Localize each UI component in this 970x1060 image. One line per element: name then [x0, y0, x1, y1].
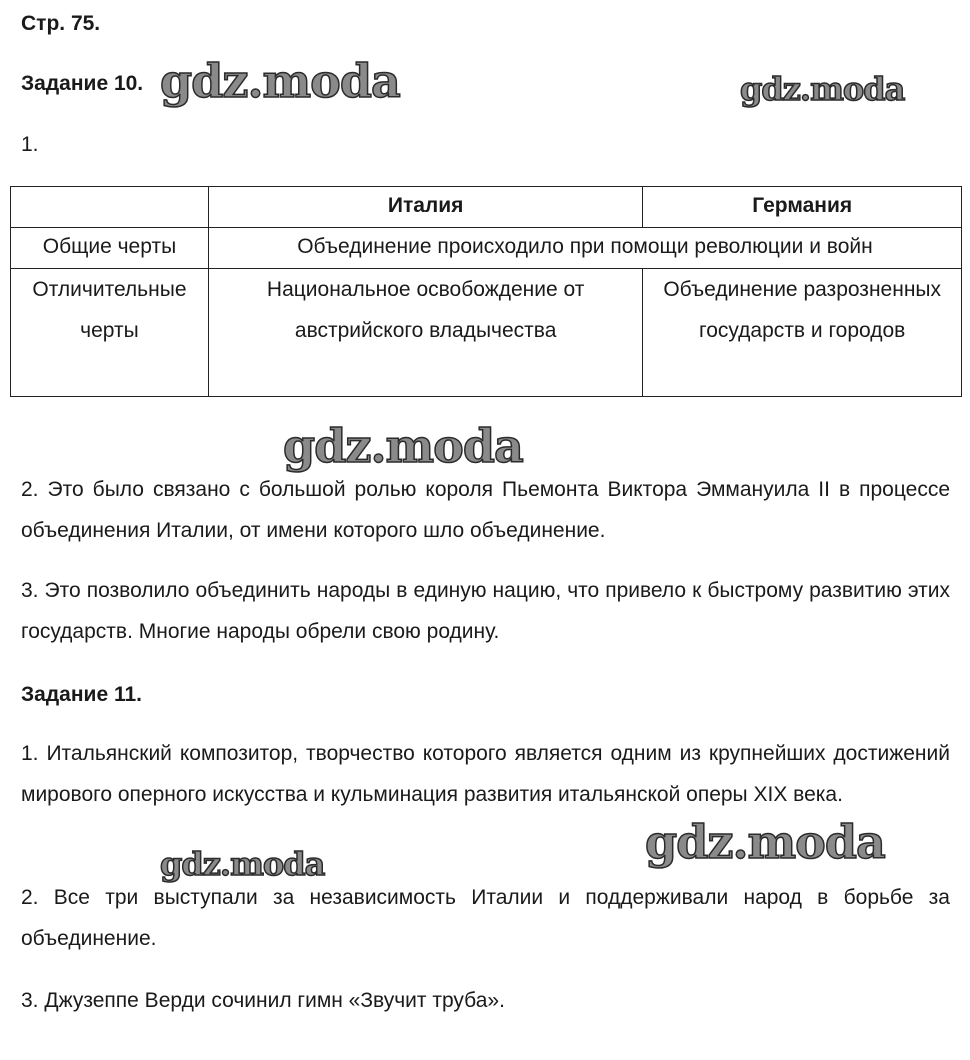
comparison-table: [10, 186, 962, 397]
watermark-logo: gdz.moda: [283, 419, 523, 473]
table-row-common: [11, 228, 962, 269]
table-row-differences: [11, 269, 962, 397]
differences-germany: Объединение разрозненных государств и городов: [643, 269, 962, 397]
task11-answer-2: 2. Все три выступали за независимость Италии и поддерживали народ в борьбе за объединение.: [21, 886, 950, 950]
table-header-empty: [11, 187, 209, 228]
task10-answer-2: 2. Это было связано с большой ролью короля Пьемонта Виктора Эммануила II в процессе объединения Италии, от имени которого шло объединение.: [21, 478, 950, 542]
table-header-italy: Италия: [208, 187, 642, 228]
common-features-label: Общие черты: [11, 228, 209, 269]
common-features-value: Объединение происходило при помощи революции и войн: [208, 228, 961, 269]
task10-heading: Задание 10.: [21, 72, 144, 95]
differences-label: Отличительные черты: [11, 269, 209, 397]
page-label: Стр. 75.: [21, 12, 101, 35]
watermark-logo: gdz.moda: [160, 54, 400, 108]
task11-heading: Задание 11.: [21, 683, 142, 706]
watermark-logo: gdz.moda: [645, 815, 885, 869]
table-header-germany: Германия: [643, 187, 962, 228]
watermark-logo: gdz.moda: [160, 845, 325, 883]
watermark-logo: gdz.moda: [740, 70, 905, 108]
table-header-row: [11, 187, 962, 228]
differences-italy: Национальное освобождение от австрийского владычества: [208, 269, 642, 397]
task10-item1-number: 1.: [21, 133, 39, 156]
task11-answer-1: 1. Итальянский композитор, творчество которого является одним из крупнейших достижений мирового оперного искусства и кульминация развития итальянской оперы XIX века.: [21, 742, 950, 806]
task11-answer-3: 3. Джузеппе Верди сочинил гимн «Звучит труба».: [21, 989, 505, 1012]
task10-answer-3: 3. Это позволило объединить народы в единую нацию, что привело к быстрому развитию этих государств. Многие народы обрели свою родину.: [21, 579, 950, 643]
